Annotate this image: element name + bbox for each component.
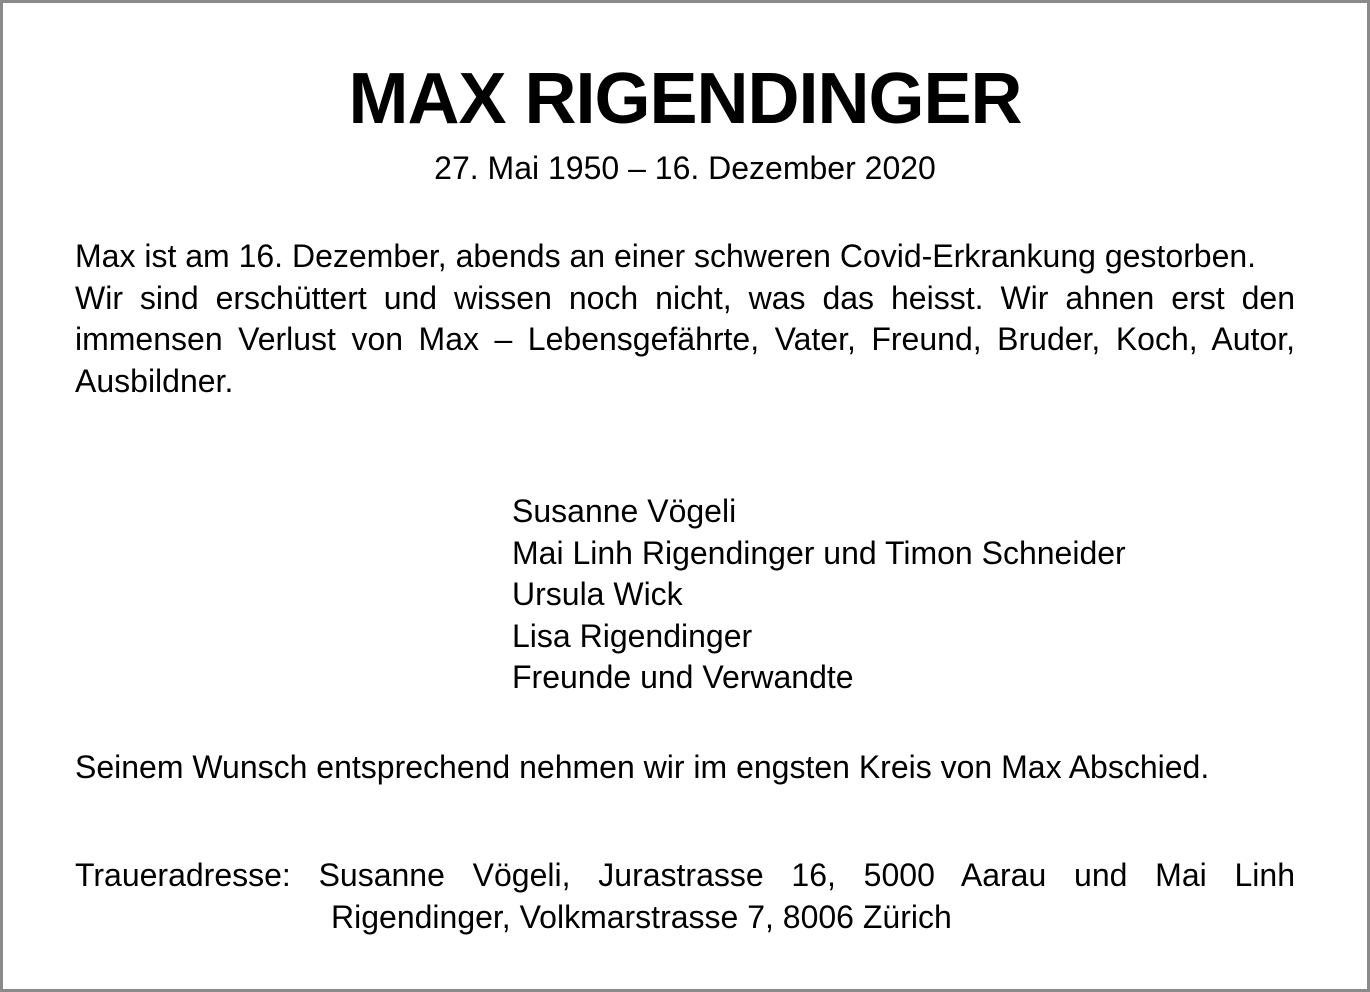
- deceased-name: MAX RIGENDINGER: [348, 59, 1022, 139]
- mourner-name: Mai Linh Rigendinger und Timon Schneider: [512, 534, 1126, 571]
- mourner-name: Freunde und Verwandte: [512, 659, 854, 695]
- farewell-text: [75, 747, 1295, 789]
- announcement-paragraph-loss: Wir sind erschüttert und wissen noch nicht, was das heisst. Wir ahnen erst den immensen Verlust von Max – Lebensgefährte, Vater, Freund, Bruder, Koch, Autor, Ausbildner.: [75, 279, 1295, 399]
- life-dates: 27. Mai 1950 – 16. Dezember 2020: [434, 150, 936, 186]
- mourner-name: Lisa Rigendinger: [512, 617, 753, 654]
- mourner-name: Ursula Wick: [512, 576, 683, 612]
- mourning-address-line-1: Traueradresse: Susanne Vögeli, Jurastrasse 16, 5000 Aarau und Mai Linh: [75, 857, 1295, 893]
- announcement-paragraph-death: Max ist am 16. Dezember, abends an einer schweren Covid-Erkrankung gestorben.: [75, 238, 1257, 274]
- mourner-name: Susanne Vögeli: [512, 493, 737, 529]
- mourners-list: [512, 491, 1126, 699]
- mourning-address-line-2: Rigendinger, Volkmarstrasse 7, 8006 Zürich: [331, 899, 952, 935]
- announcement-text: [75, 236, 1295, 402]
- mourning-address: [75, 854, 1295, 938]
- farewell-paragraph: Seinem Wunsch entsprechend nehmen wir im engsten Kreis von Max Abschied.: [75, 749, 1210, 785]
